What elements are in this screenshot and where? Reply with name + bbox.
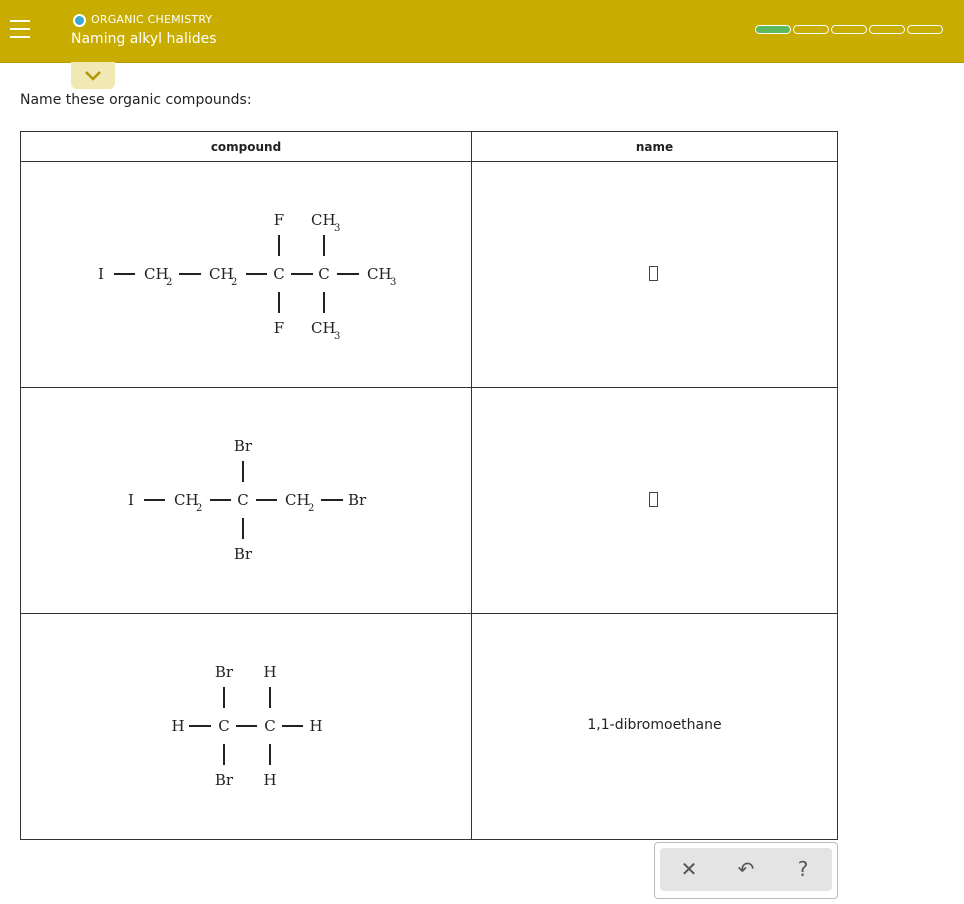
progress-segment: [793, 25, 829, 34]
atom-subscript: 2: [308, 503, 315, 514]
compound-cell: [21, 162, 472, 388]
name-cell: [472, 388, 838, 614]
atom-label: CH: [311, 319, 336, 337]
clear-button[interactable]: [661, 848, 717, 891]
collapse-header-button[interactable]: [71, 62, 115, 89]
page-title: Naming alkyl halides: [71, 31, 217, 47]
structural-formula: [21, 388, 471, 613]
answer-input[interactable]: [649, 266, 658, 281]
atom-label: C: [264, 717, 276, 735]
column-header-compound: compound: [21, 132, 472, 162]
help-button[interactable]: [775, 848, 831, 891]
answer-tools-panel: [654, 842, 838, 899]
question-prompt: Name these organic compounds:: [20, 92, 252, 108]
name-cell: [472, 162, 838, 388]
atom-label: F: [273, 319, 285, 337]
atom-label: I: [128, 491, 134, 509]
topic-label: ORGANIC CHEMISTRY: [91, 13, 213, 26]
atom-label: H: [263, 771, 277, 789]
progress-segment: [831, 25, 867, 34]
close-icon: ✕: [680, 857, 698, 881]
name-cell: [472, 614, 838, 840]
atom-label: Br: [214, 663, 234, 681]
chevron-down-icon: [84, 70, 102, 81]
help-icon: ?: [797, 857, 809, 881]
atom-subscript: 2: [166, 277, 173, 288]
atom-label: H: [309, 717, 323, 735]
atom-subscript: 2: [196, 503, 203, 514]
atom-label: CH: [174, 491, 199, 509]
header-bar: [0, 0, 964, 63]
compound-cell: [21, 388, 472, 614]
atom-subscript: 2: [231, 277, 238, 288]
atom-label: CH: [209, 265, 234, 283]
atom-label: C: [237, 491, 249, 509]
atom-label: F: [273, 211, 285, 229]
atom-label: CH: [311, 211, 336, 229]
structural-formula: [21, 614, 471, 839]
atom-label: CH: [367, 265, 392, 283]
atom-label: C: [273, 265, 285, 283]
menu-icon[interactable]: [10, 17, 30, 41]
atom-label: Br: [348, 491, 367, 509]
atom-label: I: [98, 265, 104, 283]
topic-status-icon: [73, 14, 86, 27]
table-row: [21, 162, 838, 388]
progress-segment: [907, 25, 943, 34]
table-row: [21, 388, 838, 614]
answer-input[interactable]: [649, 492, 658, 507]
atom-label: C: [318, 265, 330, 283]
progress-bar: [755, 25, 943, 34]
column-header-name: name: [472, 132, 838, 162]
atom-label: C: [218, 717, 230, 735]
atom-label: CH: [144, 265, 169, 283]
undo-button[interactable]: [718, 848, 774, 891]
question-table: [20, 131, 838, 840]
table-row: [21, 614, 838, 840]
atom-label: Br: [214, 771, 234, 789]
atom-label: Br: [233, 545, 253, 563]
answer-toolbar: [660, 848, 832, 891]
structural-formula: [21, 162, 471, 387]
undo-icon: ↶: [737, 857, 755, 881]
atom-label: CH: [285, 491, 310, 509]
atom-subscript: 3: [334, 331, 341, 342]
compound-cell: [21, 614, 472, 840]
atom-subscript: 3: [334, 223, 341, 234]
atom-label: H: [263, 663, 277, 681]
atom-label: Br: [233, 437, 253, 455]
atom-label: H: [171, 717, 185, 735]
atom-subscript: 3: [390, 277, 397, 288]
progress-segment: [869, 25, 905, 34]
answer-text[interactable]: 1,1-dibromoethane: [587, 717, 722, 733]
progress-segment: [755, 25, 791, 34]
